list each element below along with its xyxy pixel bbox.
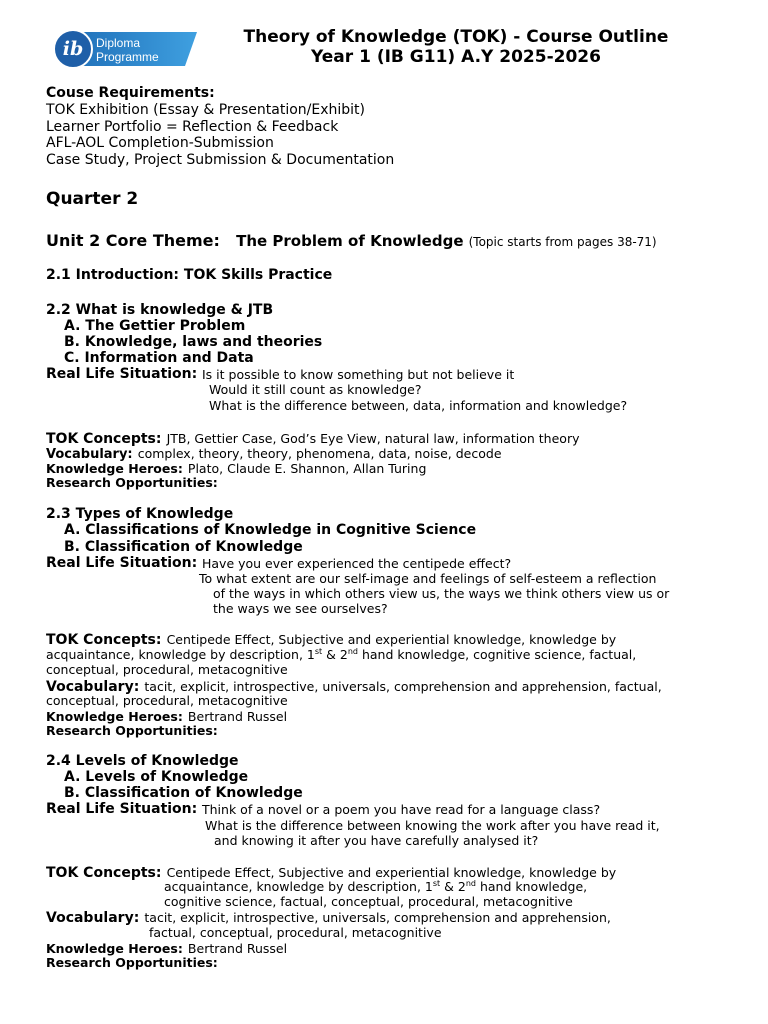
logo-line-1: Diploma [96, 36, 141, 50]
requirements-heading: Couse Requirements: [46, 85, 215, 101]
unit-heading [46, 231, 657, 252]
page-title: Theory of Knowledge (TOK) - Course Outline [243, 27, 669, 47]
concepts-text: cognitive science, factual, conceptual, procedural, metacognitive [164, 894, 573, 909]
rls-text: What is the difference between, data, information and knowledge? [209, 398, 628, 413]
concepts-line [46, 631, 616, 648]
vocab-label: Vocabulary: [46, 447, 133, 462]
ib-logo-icon [52, 28, 197, 70]
rls-label: Real Life Situation: [46, 555, 198, 571]
rls-text: and knowing it after you have carefully analysed it? [214, 833, 539, 848]
quarter-heading: Quarter 2 [46, 189, 139, 209]
rls-text: the ways we see ourselves? [213, 601, 388, 616]
rls-label: Real Life Situation: [46, 801, 198, 817]
unit-note: (Topic starts from pages 38-71) [468, 235, 657, 249]
rls-text: Is it possible to know something but not believe it [202, 367, 515, 382]
section-2-4-sub-b: B. Classification of Knowledge [64, 785, 303, 801]
heroes-text: Plato, Claude E. Shannon, Allan Turing [187, 461, 427, 476]
vocab-label: Vocabulary: [46, 910, 140, 926]
concepts-text: JTB, Gettier Case, God’s Eye View, natural law, information theory [166, 431, 580, 446]
section-2-2-sub-c: C. Information and Data [64, 350, 254, 366]
vocab-text: tacit, explicit, introspective, universals, comprehension and apprehension, [144, 910, 611, 925]
requirement-item: TOK Exhibition (Essay & Presentation/Exhibit) [46, 102, 365, 118]
concepts-text: Centipede Effect, Subjective and experiential knowledge, knowledge by [166, 632, 617, 647]
logo-mark: ib [62, 38, 84, 60]
requirement-item: AFL-AOL Completion-Submission [46, 135, 274, 151]
concepts-text: acquaintance, knowledge by description, 1st & 2nd hand knowledge, cognitive science, factual, [46, 647, 637, 662]
concepts-label: TOK Concepts: [46, 632, 162, 648]
rls-text: Have you ever experienced the centipede effect? [202, 556, 512, 571]
section-2-3-title: 2.3 Types of Knowledge [46, 506, 234, 522]
unit-label: Unit 2 Core Theme: [46, 231, 220, 250]
vocab-text: tacit, explicit, introspective, universals, comprehension and apprehension, factual, [144, 679, 662, 694]
vocab-text: complex, theory, theory, phenomena, data, noise, decode [137, 446, 502, 461]
section-2-3-sub-a: A. Classifications of Knowledge in Cognitive Science [64, 522, 477, 538]
heroes-label: Knowledge Heroes: [46, 709, 183, 724]
logo-line-2: Programme [96, 50, 159, 64]
research-label: Research Opportunities: [46, 723, 218, 738]
heroes-label: Knowledge Heroes: [46, 941, 183, 956]
section-2-2-title: 2.2 What is knowledge & JTB [46, 302, 274, 318]
research-label: Research Opportunities: [46, 475, 218, 490]
heroes-text: Bertrand Russel [187, 941, 288, 956]
heroes-text: Bertrand Russel [187, 709, 288, 724]
rls-text: Would it still count as knowledge? [209, 382, 422, 397]
vocab-text: conceptual, procedural, metacognitive [46, 693, 288, 708]
page-subtitle: Year 1 (IB G11) A.Y 2025-2026 [311, 47, 601, 67]
unit-theme: The Problem of Knowledge [236, 232, 464, 250]
section-2-4-title: 2.4 Levels of Knowledge [46, 753, 239, 769]
requirement-item: Case Study, Project Submission & Documentation [46, 152, 395, 168]
requirement-item: Learner Portfolio = Reflection & Feedback [46, 119, 339, 135]
heroes-label: Knowledge Heroes: [46, 461, 183, 476]
concepts-text: acquaintance, knowledge by description, 1st & 2nd hand knowledge, [164, 879, 588, 894]
rls-text: Think of a novel or a poem you have read for a language class? [202, 802, 601, 817]
rls-text: What is the difference between knowing the work after you have read it, [205, 818, 660, 833]
vocab-text: factual, conceptual, procedural, metacognitive [149, 925, 442, 940]
ib-diploma-logo [52, 28, 197, 70]
rls-text: of the ways in which others view us, the ways we think others view us or [213, 586, 670, 601]
section-2-2-sub-b: B. Knowledge, laws and theories [64, 334, 323, 350]
section-2-3-sub-b: B. Classification of Knowledge [64, 539, 303, 555]
concepts-label: TOK Concepts: [46, 865, 162, 881]
concepts-text: Centipede Effect, Subjective and experiential knowledge, knowledge by [166, 865, 617, 880]
rls-text: To what extent are our self-image and feelings of self-esteem a reflection [199, 571, 657, 586]
section-2-4-sub-a: A. Levels of Knowledge [64, 769, 249, 785]
vocab-line [46, 909, 611, 926]
concepts-label: TOK Concepts: [46, 431, 162, 447]
vocab-label: Vocabulary: [46, 679, 140, 695]
concepts-text: conceptual, procedural, metacognitive [46, 662, 288, 677]
section-2-2-sub-a: A. The Gettier Problem [64, 318, 246, 334]
section-2-1-title: 2.1 Introduction: TOK Skills Practice [46, 267, 333, 283]
research-label: Research Opportunities: [46, 955, 218, 970]
rls-label: Real Life Situation: [46, 366, 198, 382]
